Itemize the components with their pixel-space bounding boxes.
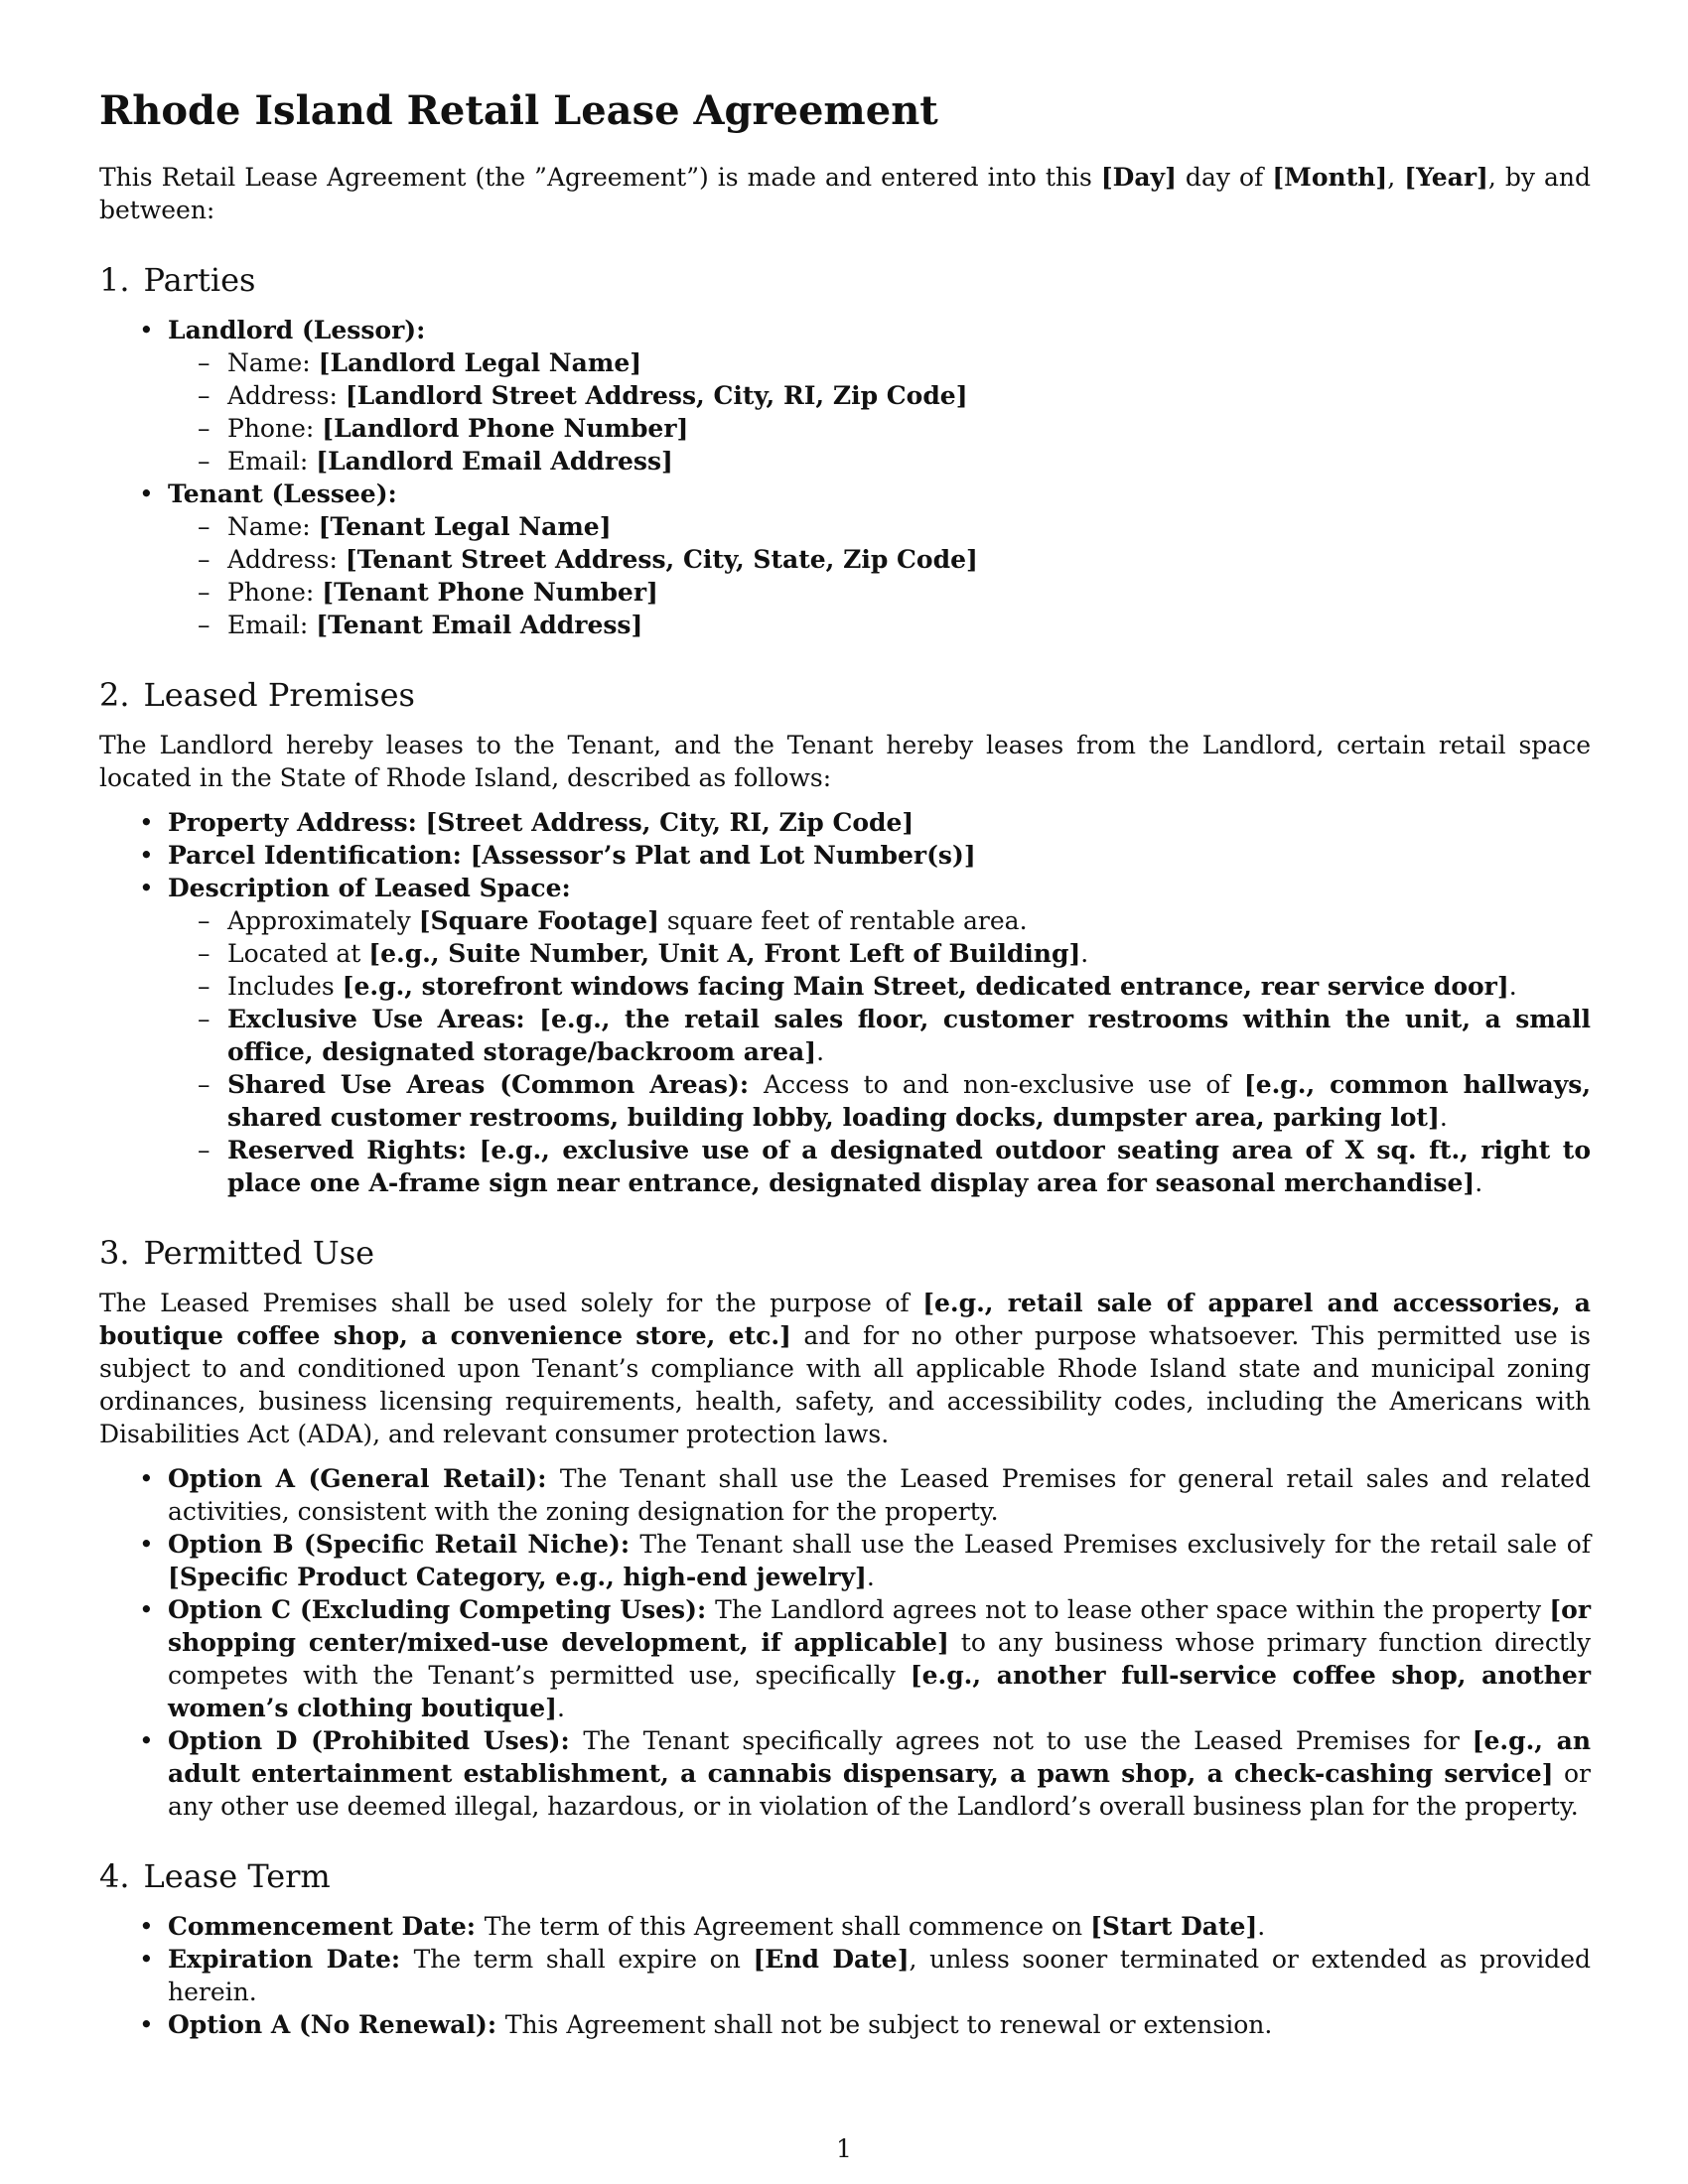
field-label: Phone: xyxy=(227,578,323,607)
field-value: [Landlord Legal Name] xyxy=(318,348,642,377)
option-c-item xyxy=(99,1593,1591,1724)
field-label: Email: xyxy=(227,611,317,639)
description-item xyxy=(99,872,1591,1199)
description-subitems xyxy=(168,904,1591,1199)
option-text: . xyxy=(556,1694,565,1722)
intro-day-placeholder: [Day] xyxy=(1100,163,1177,192)
section-title: Parties xyxy=(143,261,256,299)
option-text: The Tenant shall use the Leased Premises exclusively for the retail sale of xyxy=(639,1530,1591,1559)
item-text: square feet of rentable area. xyxy=(658,906,1028,935)
intro-text: , by and between: xyxy=(99,163,1591,224)
lease-term-list xyxy=(99,1910,1591,2041)
item-value: [e.g., the retail sales floor, customer restrooms within the unit, a small office, designated storage/backroom area] xyxy=(227,1005,1591,1066)
intro-year-placeholder: [Year] xyxy=(1404,163,1488,192)
option-label: Option A (General Retail): xyxy=(168,1464,560,1493)
tenant-fields xyxy=(168,510,1591,641)
landlord-email-field xyxy=(168,445,1591,478)
item-value: [e.g., storefront windows facing Main Street, dedicated entrance, rear service door] xyxy=(342,972,1509,1001)
item-text: This Agreement shall not be subject to renewal or extension. xyxy=(504,2010,1273,2039)
item-text: . xyxy=(816,1037,825,1066)
item-label: Description of Leased Space: xyxy=(168,874,571,902)
option-label: Option D (Prohibited Uses): xyxy=(168,1726,584,1755)
landlord-fields xyxy=(168,346,1591,478)
field-value: [Tenant Street Address, City, State, Zip Code] xyxy=(345,545,978,574)
item-text: The term of this Agreement shall commence on xyxy=(484,1912,1091,1941)
option-text: or any other use deemed illegal, hazardous, or in violation of the Landlord’s overall business plan for the property. xyxy=(168,1759,1591,1821)
option-text: The Landlord agrees not to lease other space within the property xyxy=(715,1595,1550,1624)
page-number: 1 xyxy=(836,2134,852,2163)
item-text: . xyxy=(1439,1103,1448,1132)
intro-paragraph xyxy=(99,161,1591,226)
section-number: 3. xyxy=(99,1234,130,1272)
section-2-heading xyxy=(99,675,1591,715)
item-text: . xyxy=(1508,972,1517,1001)
option-a-item xyxy=(99,1462,1591,1528)
section-3-heading xyxy=(99,1233,1591,1273)
item-value: [e.g., exclusive use of a designated outdoor seating area of X sq. ft., right to place one A-frame sign near entrance, designated display area for seasonal merchandise] xyxy=(227,1136,1591,1197)
option-label: Option B (Specific Retail Niche): xyxy=(168,1530,640,1559)
option-text: The Tenant specifically agrees not to use the Leased Premises for xyxy=(583,1726,1473,1755)
field-label: Name: xyxy=(227,348,319,377)
landlord-address-field xyxy=(168,379,1591,412)
intro-text: This Retail Lease Agreement (the ”Agreement”) is made and entered into this xyxy=(99,163,1101,192)
parcel-item xyxy=(99,839,1591,872)
item-text: . xyxy=(1080,939,1089,968)
leased-premises-intro: The Landlord hereby leases to the Tenant, and the Tenant hereby leases from the Landlord, certain retail space located in the State of Rhode Island, described as follows: xyxy=(99,731,1591,792)
item-text: . xyxy=(1475,1168,1483,1197)
field-value: [Landlord Street Address, City, RI, Zip Code] xyxy=(345,381,968,410)
item-text: Includes xyxy=(227,972,343,1001)
exclusive-use-item xyxy=(168,1003,1591,1068)
section-title: Leased Premises xyxy=(143,676,415,714)
item-label: Parcel Identification: xyxy=(168,841,471,870)
section-number: 4. xyxy=(99,1857,130,1895)
option-text: The Tenant shall use the Leased Premises for general retail sales and related activities, consistent with the zoning designation for the property. xyxy=(168,1464,1591,1526)
tenant-phone-field xyxy=(168,576,1591,609)
option-label: Option C (Excluding Competing Uses): xyxy=(168,1595,716,1624)
section-number: 2. xyxy=(99,676,130,714)
item-label: Property Address: xyxy=(168,808,426,837)
option-value: [e.g., another full-service coffee shop, another women’s clothing boutique] xyxy=(168,1661,1591,1722)
location-item xyxy=(168,937,1591,970)
landlord-phone-field xyxy=(168,412,1591,445)
permitted-use-paragraph xyxy=(99,1287,1591,1450)
field-value: [Tenant Legal Name] xyxy=(318,512,612,541)
field-label: Email: xyxy=(227,447,317,476)
item-value: [e.g., Suite Number, Unit A, Front Left of Building] xyxy=(368,939,1081,968)
field-value: [Landlord Phone Number] xyxy=(322,414,689,443)
square-footage-item xyxy=(168,904,1591,937)
item-label: Expiration Date: xyxy=(168,1945,414,1974)
option-text: to any business whose primary function directly competes with the Tenant’s permitted use, specifically xyxy=(168,1628,1592,1690)
landlord-name-field xyxy=(168,346,1591,379)
tenant-label: Tenant (Lessee): xyxy=(168,479,397,508)
item-value: [e.g., common hallways, shared customer restrooms, building lobby, loading docks, dumpster area, parking lot] xyxy=(227,1070,1592,1132)
field-label: Name: xyxy=(227,512,319,541)
reserved-rights-item xyxy=(168,1134,1591,1199)
document-title: Rhode Island Retail Lease Agreement xyxy=(99,87,938,134)
tenant-email-field xyxy=(168,609,1591,641)
item-text: . xyxy=(1257,1912,1266,1941)
commencement-item xyxy=(99,1910,1591,1943)
field-value: [Tenant Email Address] xyxy=(316,611,643,639)
item-text: Approximately xyxy=(227,906,419,935)
option-d-item xyxy=(99,1724,1591,1823)
property-address-item xyxy=(99,806,1591,839)
premises-list xyxy=(99,806,1591,1199)
tenant-item xyxy=(99,478,1591,641)
item-value: [Square Footage] xyxy=(418,906,659,935)
item-value: [End Date] xyxy=(753,1945,910,1974)
shared-use-item xyxy=(168,1068,1591,1134)
section-4-heading xyxy=(99,1856,1591,1896)
item-label: Option A (No Renewal): xyxy=(168,2010,505,2039)
landlord-item xyxy=(99,314,1591,478)
tenant-name-field xyxy=(168,510,1591,543)
field-label: Address: xyxy=(227,381,346,410)
section-number: 1. xyxy=(99,261,130,299)
item-label: Shared Use Areas (Common Areas): xyxy=(227,1070,764,1099)
section-title: Lease Term xyxy=(143,1857,331,1895)
paragraph-text: The Leased Premises shall be used solely for the purpose of xyxy=(99,1289,923,1317)
field-label: Address: xyxy=(227,545,346,574)
option-text: . xyxy=(866,1563,875,1591)
option-value: [e.g., an adult entertainment establishment, a cannabis dispensary, a pawn shop, a check-cashing service] xyxy=(168,1726,1592,1788)
intro-text: , xyxy=(1387,163,1405,192)
tenant-address-field xyxy=(168,543,1591,576)
item-value: [Start Date] xyxy=(1090,1912,1258,1941)
intro-text: day of xyxy=(1176,163,1273,192)
parties-list xyxy=(99,314,1591,641)
section-title: Permitted Use xyxy=(143,1234,375,1272)
no-renewal-item xyxy=(99,2008,1591,2041)
item-text: The term shall expire on xyxy=(413,1945,754,1974)
permitted-use-options xyxy=(99,1462,1591,1823)
item-value: [Assessor’s Plat and Lot Number(s)] xyxy=(470,841,976,870)
paragraph-text: and for no other purpose whatsoever. This permitted use is subject to and conditioned upon Tenant’s compliance with all applicable Rhode Island state and municipal zoning ordinances, business licensing requirements, health, safety, and accessibility codes, including the Americans with Disabilities Act (ADA), and relevant consumer protection laws. xyxy=(99,1321,1591,1448)
item-text: Located at xyxy=(227,939,369,968)
field-value: [Tenant Phone Number] xyxy=(322,578,658,607)
landlord-label: Landlord (Lessor): xyxy=(168,316,426,344)
option-b-item xyxy=(99,1528,1591,1593)
document-page xyxy=(99,87,1591,2041)
item-text: Access to and non-exclusive use of xyxy=(763,1070,1244,1099)
item-label: Exclusive Use Areas: xyxy=(227,1005,540,1033)
expiration-item xyxy=(99,1943,1591,2008)
field-label: Phone: xyxy=(227,414,323,443)
paragraph-placeholder: [e.g., retail sale of apparel and accessories, a boutique coffee shop, a convenience store, etc.] xyxy=(99,1289,1591,1350)
field-value: [Landlord Email Address] xyxy=(316,447,673,476)
option-value: [or shopping center/mixed-use development, if applicable] xyxy=(168,1595,1591,1657)
intro-month-placeholder: [Month] xyxy=(1272,163,1388,192)
item-text: , unless sooner terminated or extended as provided herein. xyxy=(168,1945,1592,2006)
option-value: [Specific Product Category, e.g., high-end jewelry] xyxy=(168,1563,867,1591)
item-label: Reserved Rights: xyxy=(227,1136,480,1164)
includes-item xyxy=(168,970,1591,1003)
item-value: [Street Address, City, RI, Zip Code] xyxy=(425,808,914,837)
section-1-heading xyxy=(99,260,1591,300)
item-label: Commencement Date: xyxy=(168,1912,485,1941)
